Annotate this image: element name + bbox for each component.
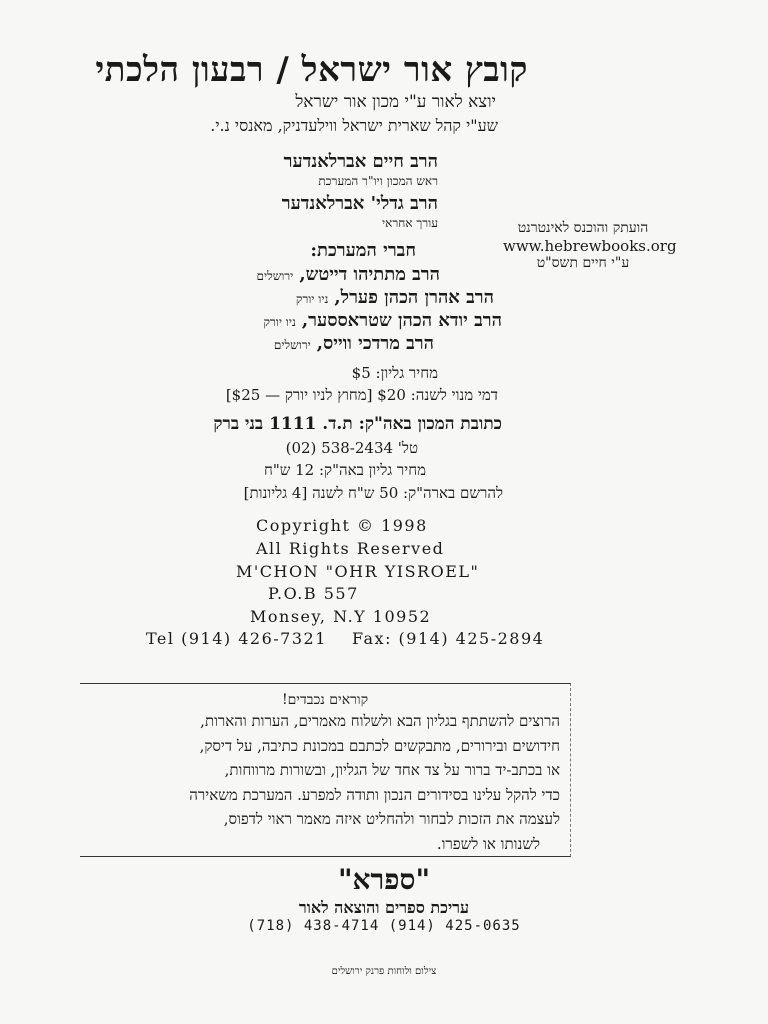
staff-role: ראש המכון ויו"ר המערכת <box>318 174 438 188</box>
copyright-line: Copyright © 1998 <box>256 516 428 535</box>
digitization-credit: ע"י חיים תשס"ט <box>536 255 630 271</box>
member-city: ירושלים <box>256 269 294 283</box>
notice-line: או בכתב-יד ברור על צד אחד של הגליון, ובשורות מרווחות, <box>224 761 560 779</box>
member-name: הרב מרדכי ווייס, <box>316 333 434 354</box>
print-credit: צילום ולוחות פרנק ירושלים <box>331 966 437 977</box>
israel-issue-price: מחיר גליון באה"ק: 12 ש"ח <box>263 461 426 479</box>
notice-line: לעצמה את הזכות לבחור ולהחליט איזה מאמר ראוי לדפוס, <box>223 810 560 828</box>
member-name: הרב מתתיהו דייטש, <box>299 264 440 285</box>
board-member <box>263 310 502 331</box>
staff-name: הרב חיים אברלאנדער <box>283 151 438 172</box>
po-box: P.O.B 557 <box>268 584 359 603</box>
member-city: ניו יורק <box>295 292 329 306</box>
rights-line: All Rights Reserved <box>256 539 445 558</box>
org-name: M'CHON "OHR YISROEL" <box>236 562 480 581</box>
notice-line: הרוצים להשתתף בגליון הבא ולשלוח מאמרים, הערות והארות, <box>200 712 560 730</box>
israel-address: כתובת המכון באה"ק: ת.ד. 1111 בני ברק <box>213 414 502 434</box>
publisher-line: יוצא לאור ע"י מכון אור ישראל <box>295 92 496 112</box>
israel-phone: טל' 538-2434 (02) <box>285 439 418 457</box>
staff-role: עורך אחראי <box>381 216 438 230</box>
page-title: קובץ אור ישראל / רבעון הלכתי <box>95 50 528 90</box>
digitization-line: הועתק והוכנס לאינטרנט <box>517 220 649 236</box>
board-member <box>274 333 434 354</box>
board-member <box>296 287 494 308</box>
notice-line: לשנותו או לשפרו. <box>436 834 540 853</box>
member-city: ירושלים <box>273 338 311 352</box>
website-url: www.hebrewbooks.org <box>503 237 677 255</box>
board-heading: חברי המערכת: <box>310 240 416 261</box>
notice-line: חידושים ובירורים, מתבקשים לכתבם במכונת כתיבה, על דיסק, <box>199 736 560 755</box>
readers-notice <box>80 683 571 857</box>
publisher-tagline: עריכת ספרים והוצאה לאור <box>298 898 470 917</box>
staff-name: הרב גדלי' אברלאנדער <box>281 193 438 214</box>
city-line: Monsey, N.Y 10952 <box>250 607 432 626</box>
member-name: הרב אהרן הכהן פערל, <box>334 287 494 308</box>
notice-line: כדי להקל עלינו בסידורים הנכון ותודה למפרע. המערכת משאירה <box>189 785 560 804</box>
member-name: הרב יודא הכהן שטראססער, <box>301 310 502 331</box>
fax: Fax: (914) 425-2894 <box>352 629 545 648</box>
telephone: Tel (914) 426-7321 <box>146 629 327 648</box>
publisher-name: "ספרא" <box>337 863 431 896</box>
annual-subscription: דמי מנוי לשנה: $20 [מחוץ לניו יורק — $25] <box>225 386 498 404</box>
congregation-line: שע"י קהל שארית ישראל ווילעדניק, מאנסי נ.י. <box>210 116 498 135</box>
member-city: ניו יורק <box>263 315 296 329</box>
publisher-phones: (718) 438-4714 (914) 425-0635 <box>247 918 521 934</box>
digitization-note <box>503 220 677 272</box>
notice-heading: קוראים נכבדים! <box>281 692 369 708</box>
issue-price: מחיר גליון: $5 <box>351 364 438 382</box>
board-member <box>256 264 440 285</box>
israel-subscription: להרשם בארה"ק: 50 ש"ח לשנה [4 גליונות] <box>243 484 503 502</box>
